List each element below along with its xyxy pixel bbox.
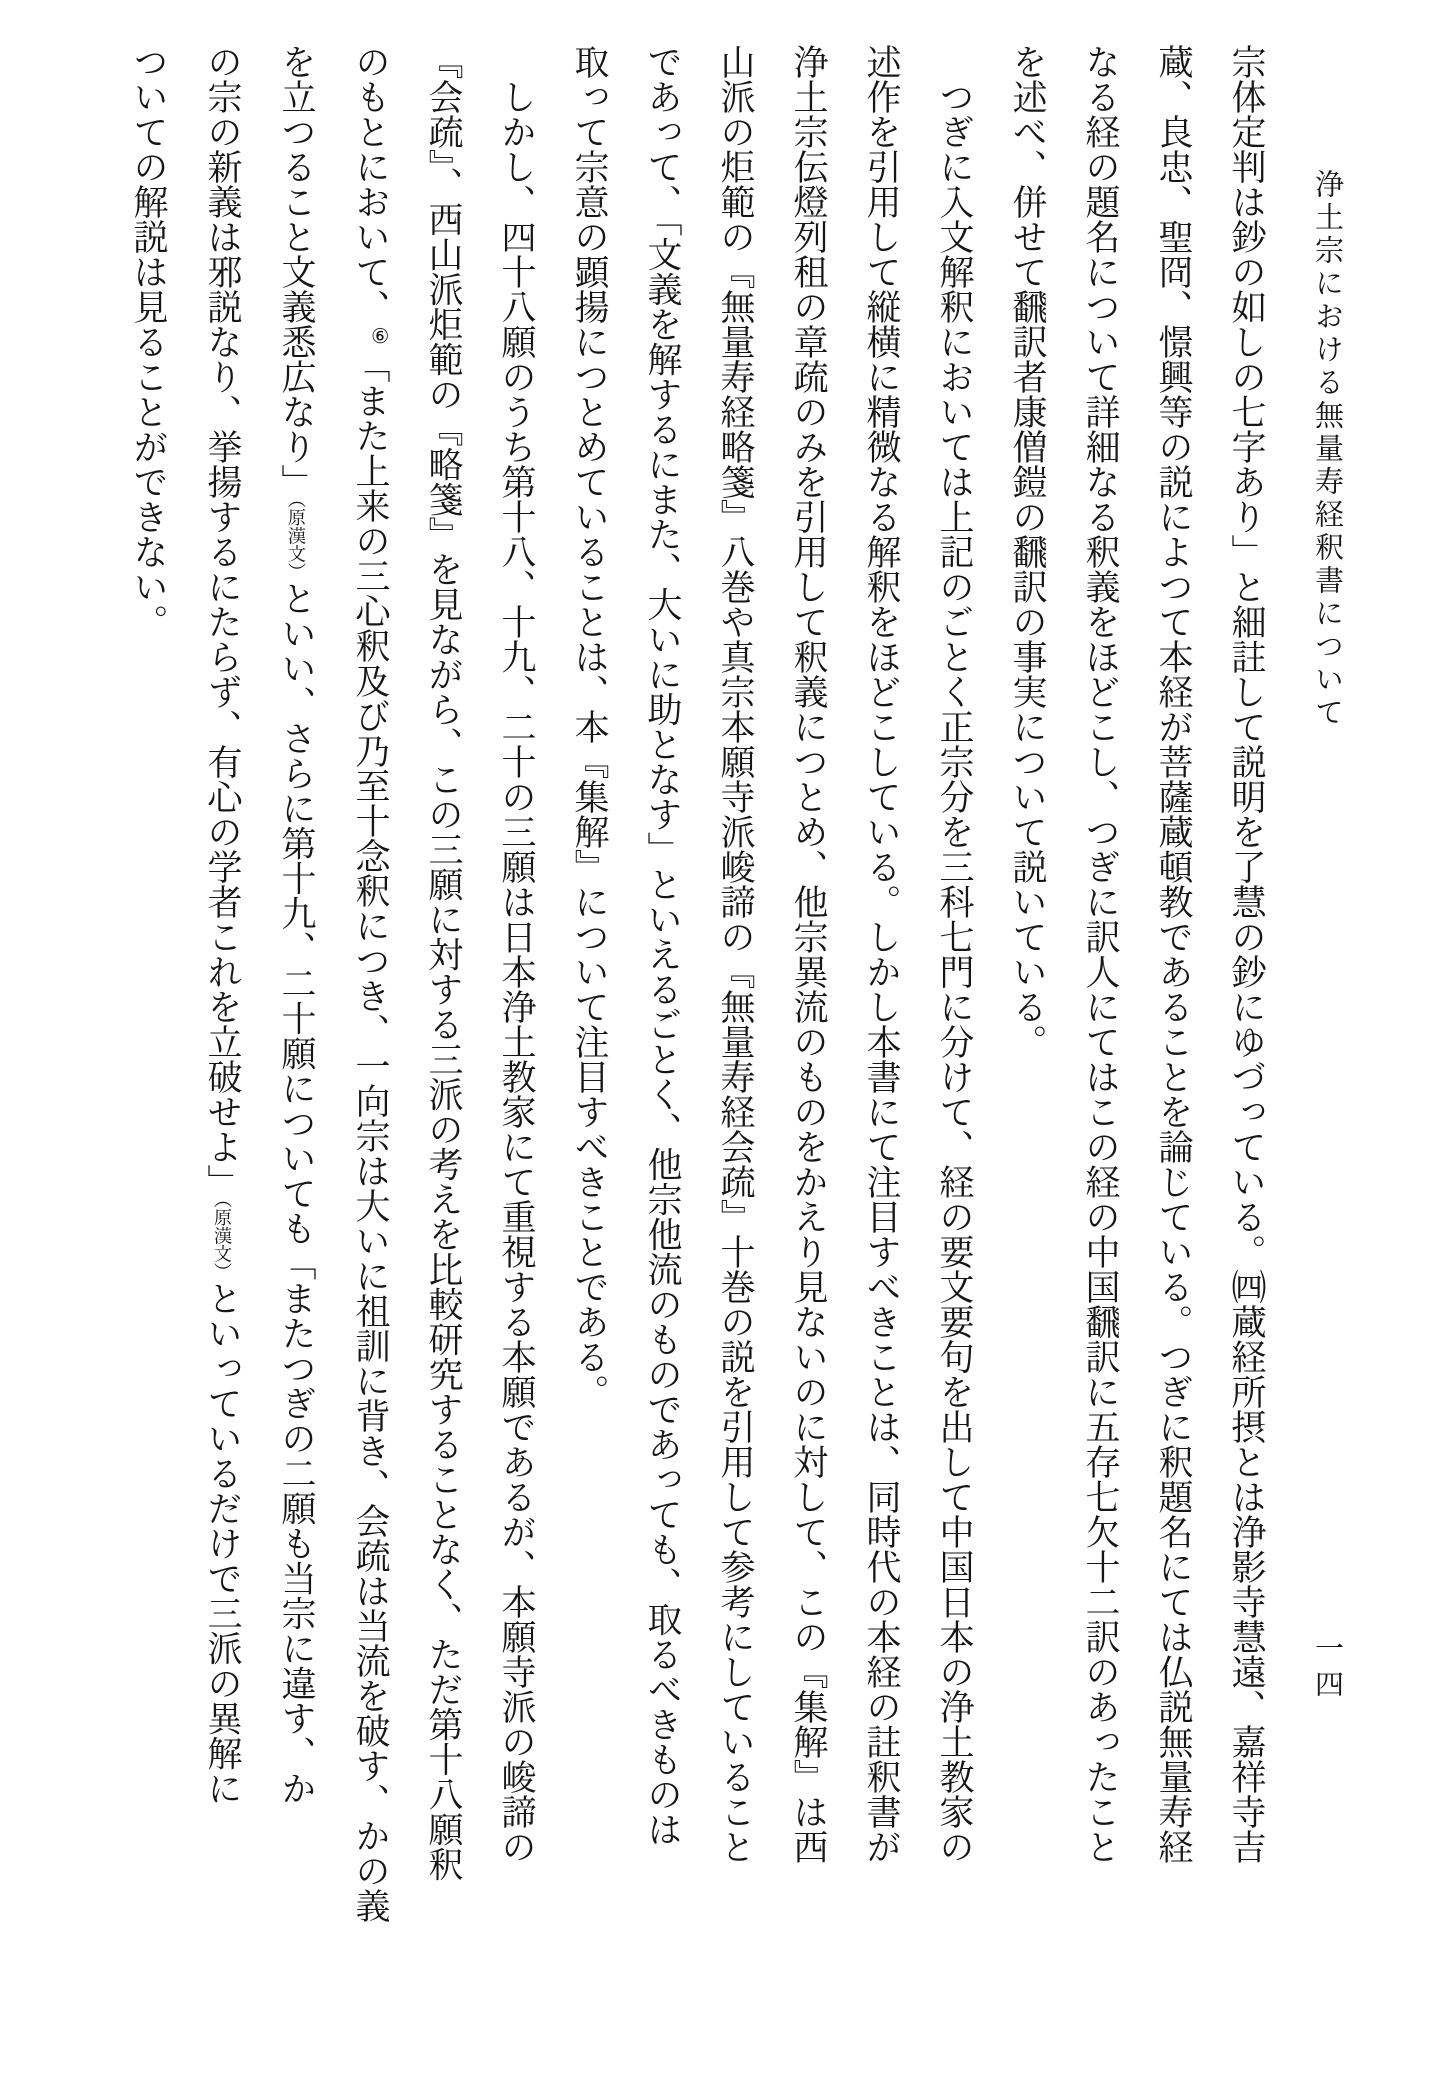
text-column-04: を述べ、併せて飜訳者康僧鎧の飜訳の事実について説いている。 (1008, 44, 1047, 1059)
body-text (112, 44, 1283, 1924)
text-column-14 (259, 44, 333, 1924)
footnote-marker-6: ⑥ (368, 324, 391, 348)
text-column-15-post: といっているだけで三派の異解に (203, 1280, 242, 1806)
text-column-03: なる経の題名について詳細なる釈義をほどこし、つぎに訳人にてはこの経の中国飜訳に五存七欠十二訳のあったこと (1081, 44, 1120, 1864)
text-column-14-post: といい、さらに第十九、二十願についても「またつぎの二願も当宗に違す、か (277, 580, 316, 1806)
text-column-13-pre: のもとにおいて、 (351, 44, 390, 324)
text-column-14-pre: を立つること文義悉広なり」 (277, 44, 316, 499)
text-column-10: 取って宗意の顕揚につとめていることは、本『集解』について注目すべきことである。 (570, 44, 609, 1409)
kanbun-annotation: （原漢文） (286, 499, 306, 581)
text-column-12: 『会疏』、西山派炬範の『略箋』を見ながら、この三願に対する三派の考えを比較研究することなく、ただ第十八願釈 (424, 44, 463, 1882)
text-column-15 (185, 44, 259, 1924)
text-column-08: 山派の炬範の『無量寿経略箋』八巻や真宗本願寺派峻諦の『無量寿経会疏』十巻の説を引用して参考にしていること (716, 44, 755, 1864)
text-column-05: つぎに入文解釈においては上記のごとく正宗分を三科七門に分けて、経の要文要句を出して中国日本の浄土教家の (935, 44, 974, 1864)
text-column-13 (333, 44, 407, 1924)
text-column-06: 述作を引用して縦横に精微なる解釈をほどこしている。しかし本書にて注目すべきことは、同時代の本経の註釈書が (862, 44, 901, 1864)
kanbun-annotation: （原漢文） (212, 1199, 232, 1281)
text-column-13-post: 「また上来の三心釈及び乃至十念釈につき、一向宗は大いに祖訓に背き、会疏は当流を破す、かの義 (351, 348, 390, 1923)
page-number: 一四 (1311, 1633, 1343, 1705)
text-column-01: 宗体定判は鈔の如しの七字あり」と細註して説明を了慧の鈔にゆづっている。㈣蔵経所摂とは浄影寺慧遠、嘉祥寺吉 (1227, 44, 1266, 1864)
text-column-11: しかし、四十八願のうち第十八、十九、二十の三願は日本浄土教家にて重視する本願であるが、本願寺派の峻諦の (497, 44, 536, 1864)
running-head: 浄土宗における無量寿経釈書について (1311, 169, 1343, 730)
text-column-02: 蔵、良忠、聖冏、憬興等の説によつて本経が菩薩蔵頓教であることを論じている。つぎに釈題名にては仏説無量寿経 (1154, 44, 1193, 1864)
text-column-16: ついての解説は見ることができない。 (129, 44, 168, 639)
text-column-09: であって、「文義を解するにまた、大いに助となす」といえるごとく、他宗他流のものであっても、取るべきものは (643, 44, 682, 1847)
text-column-15-pre: の宗の新義は邪説なり、挙揚するにたらず、有心の学者これを立破せよ」 (203, 44, 242, 1199)
text-column-07: 浄土宗伝燈列租の章疏のみを引用して釈義につとめ、他宗異流のものをかえり見ないのに対して、この『集解』は西 (789, 44, 828, 1864)
